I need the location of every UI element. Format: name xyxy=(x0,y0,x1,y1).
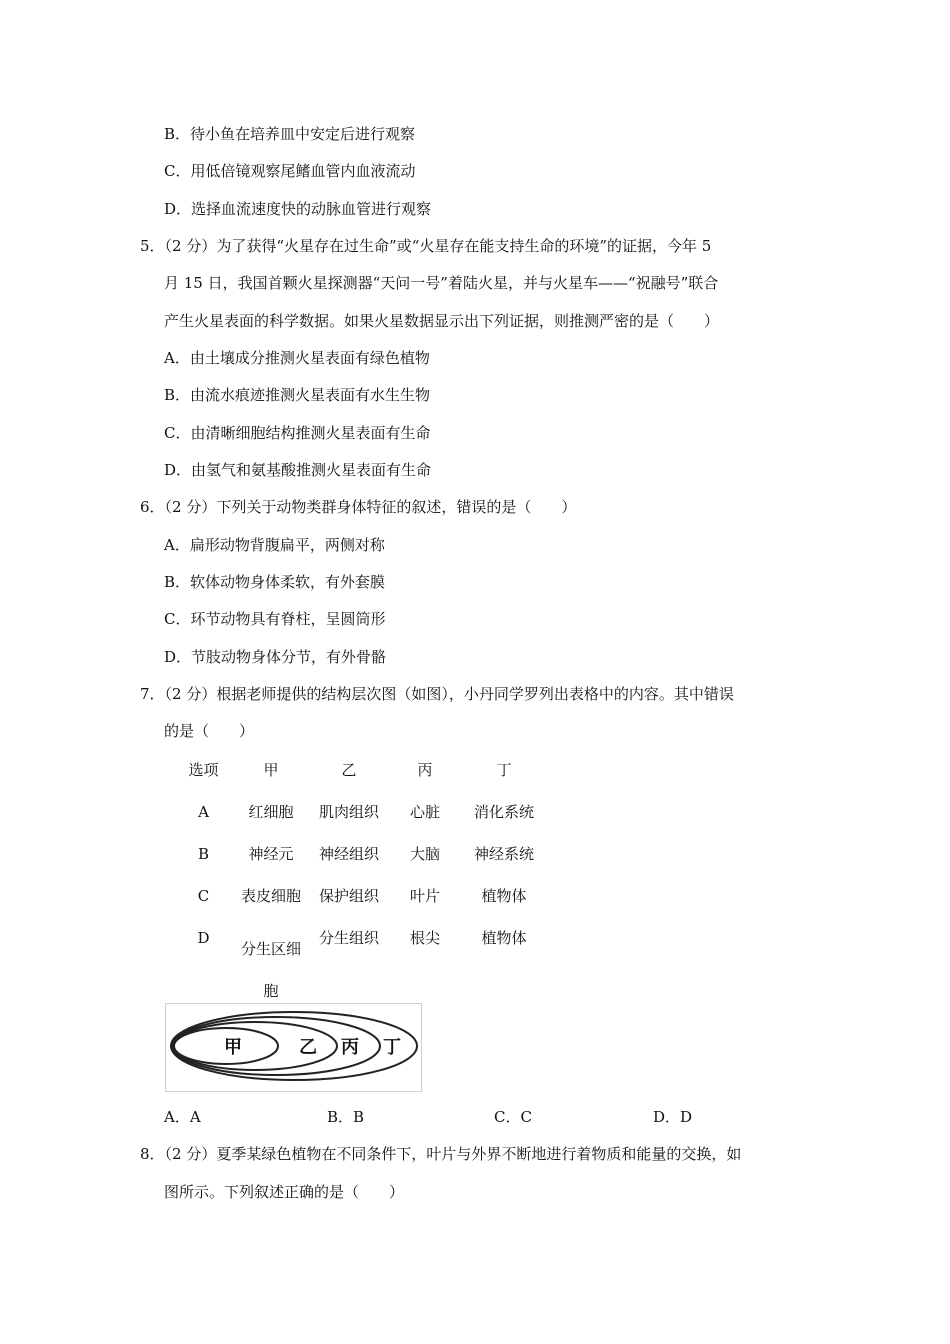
table-cell: 分生组织 xyxy=(318,929,379,947)
q6-option-c: C．环节动物具有脊柱，呈圆筒形 xyxy=(164,610,386,628)
q8-stem-line-2: 图所示。下列叙述正确的是（ ） xyxy=(164,1183,405,1201)
table-cell: 肌肉组织 xyxy=(318,803,379,821)
table-cell: 神经组织 xyxy=(318,845,379,863)
q5-option-c: C．由清晰细胞结构推测火星表面有生命 xyxy=(164,424,431,442)
q7-stem-line-2: 的是（ ） xyxy=(164,722,255,740)
q7-answer-a: A．A xyxy=(164,1108,201,1126)
diagram-label-jia: 甲 xyxy=(224,1037,242,1058)
q5-stem-line-1: 5．（2 分）为了获得“火星存在过生命”或“火星存在能支持生命的环境”的证据，今年 5 xyxy=(140,237,712,255)
structure-level-diagram xyxy=(165,1003,422,1092)
table-cell: 消化系统 xyxy=(473,803,534,821)
nested-ellipses-figure xyxy=(166,1004,421,1091)
q7-answer-options xyxy=(164,1106,724,1126)
q6-option-d: D．节肢动物身体分节，有外骨骼 xyxy=(164,648,387,666)
q6-stem: 6．（2 分）下列关于动物类群身体特征的叙述，错误的是（ ） xyxy=(140,498,577,516)
table-cell: 表皮细胞 xyxy=(240,887,301,905)
table-header: 乙 xyxy=(341,761,357,779)
table-cell: 神经系统 xyxy=(473,845,534,863)
q7-table xyxy=(176,760,545,1012)
table-row xyxy=(176,886,545,928)
table-cell: D xyxy=(197,929,210,947)
q5-option-a: A．由土壤成分推测火星表面有绿色植物 xyxy=(164,349,430,367)
q8-stem-line-1: 8．（2 分）夏季某绿色植物在不同条件下，叶片与外界不断地进行着物质和能量的交换，如 xyxy=(140,1145,742,1163)
table-cell: 红细胞 xyxy=(248,803,294,821)
table-row xyxy=(176,844,545,886)
table-cell: 植物体 xyxy=(481,887,527,905)
table-cell: 分生区细胞 xyxy=(240,940,301,1000)
q4-option-d: D．选择血流速度快的动脉血管进行观察 xyxy=(164,200,432,218)
q6-option-b: B．软体动物身体柔软，有外套膜 xyxy=(164,573,386,591)
q5-option-d: D．由氢气和氨基酸推测火星表面有生命 xyxy=(164,461,432,479)
table-cell: B xyxy=(197,845,210,863)
q4-option-c: C．用低倍镜观察尾鳍血管内血液流动 xyxy=(164,162,416,180)
q7-answer-c: C．C xyxy=(494,1108,532,1126)
table-header: 甲 xyxy=(263,761,279,779)
diagram-label-ding: 丁 xyxy=(383,1037,401,1058)
table-cell: 保护组织 xyxy=(318,887,379,905)
table-cell: 根尖 xyxy=(409,929,440,947)
q5-stem-line-3: 产生火星表面的科学数据。如果火星数据显示出下列证据，则推测严密的是（ ） xyxy=(164,312,720,330)
q5-stem-line-2: 月 15 日，我国首颗火星探测器“天问一号”着陆火星，并与火星车——“祝融号”联合 xyxy=(164,274,719,292)
table-cell: 神经元 xyxy=(248,845,294,863)
q5-option-b: B．由流水痕迹推测火星表面有水生生物 xyxy=(164,386,431,404)
q7-answer-b: B．B xyxy=(327,1108,365,1126)
table-header: 选项 xyxy=(188,761,219,779)
q7-stem-line-1: 7．（2 分）根据老师提供的结构层次图（如图），小丹同学罗列出表格中的内容。其中错误 xyxy=(140,685,734,703)
table-cell: 心脏 xyxy=(409,803,440,821)
table-cell: C xyxy=(197,887,210,905)
table-header: 丁 xyxy=(496,761,512,779)
diagram-label-bing: 丙 xyxy=(341,1037,359,1058)
table-row xyxy=(176,928,545,1012)
q7-answer-d: D．D xyxy=(653,1108,693,1126)
table-cell: 大脑 xyxy=(409,845,440,863)
table-header: 丙 xyxy=(417,761,433,779)
table-header-row xyxy=(176,760,545,802)
table-row xyxy=(176,802,545,844)
diagram-label-yi: 乙 xyxy=(299,1037,317,1058)
table-cell: 植物体 xyxy=(481,929,527,947)
table-cell: A xyxy=(198,803,209,821)
q6-option-a: A．扁形动物背腹扁平，两侧对称 xyxy=(164,536,385,554)
q4-option-b: B．待小鱼在培养皿中安定后进行观察 xyxy=(164,125,416,143)
table-cell: 叶片 xyxy=(409,887,440,905)
